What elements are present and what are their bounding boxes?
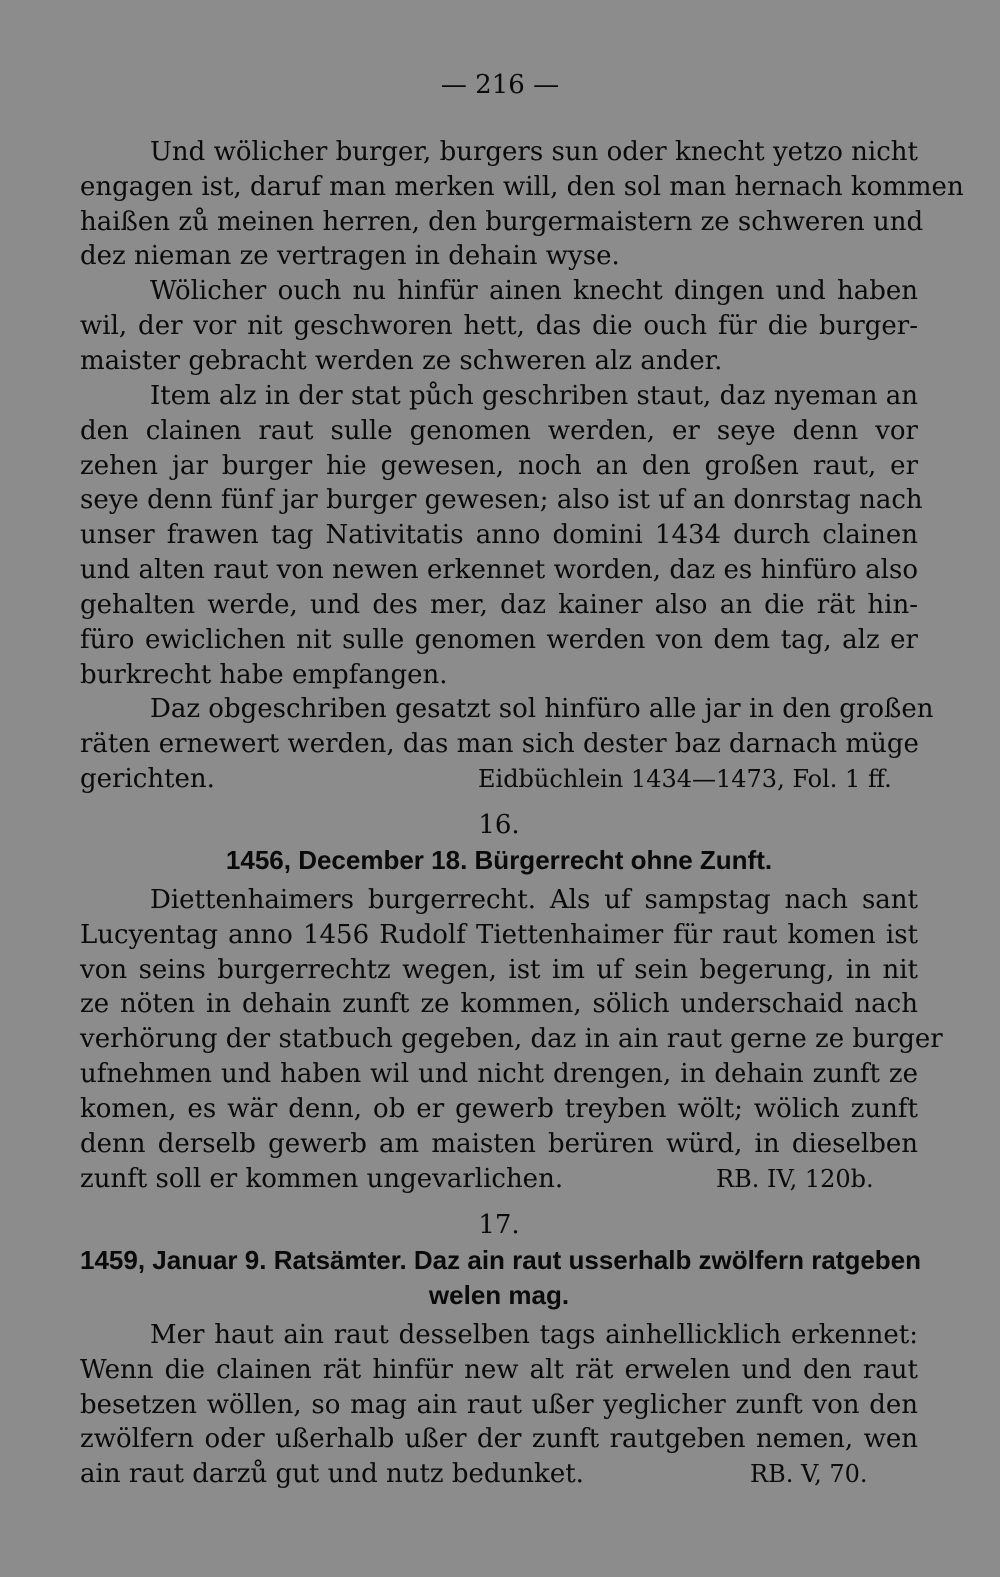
section-subtitle: Daz ain raut usserhalb zwölfern ratgeben [413, 1245, 922, 1275]
text-line: zehen jar burger hie gewesen, noch an den großen raut, er [80, 451, 918, 481]
text-line: komen, es wär denn, ob er gewerb treyben wölt; wölich zunft [80, 1094, 918, 1124]
text-line: gehalten werde, und des mer, daz kainer also an die rät hin- [80, 590, 918, 620]
text-line: dez nieman ze vertragen in dehain wyse. [80, 241, 620, 271]
text-line: Wenn die clainen rät hinfür new alt rät erwelen und den raut [80, 1355, 918, 1385]
text-line: Wölicher ouch nu hinfür ainen knecht dingen und haben [150, 276, 918, 306]
text-line: Daz obgeschriben gesatzt sol hinfüro alle jar in den großen [150, 694, 934, 724]
text-line: maister gebracht werden ze schweren alz ander. [80, 346, 723, 376]
text-line: Mer haut ain raut desselben tags ainhellicklich erkennet: [150, 1320, 918, 1350]
text-line: Diettenhaimers burgerrecht. Als uf sampstag nach sant [150, 885, 918, 915]
text-line: Lucyentag anno 1456 Rudolf Tiettenhaimer für raut komen ist [80, 920, 918, 950]
section-title: Ratsämter. [273, 1245, 407, 1275]
text-line: denn derselb gewerb am maisten berüren würd, in dieselben [80, 1129, 918, 1159]
source-citation: RB. V, 70. [750, 1460, 868, 1488]
source-citation: RB. IV, 120b. [716, 1165, 874, 1193]
text-line: räten ernewert werden, das man sich dester baz darnach müge [80, 729, 919, 759]
section-subtitle-continued: welen mag. [428, 1280, 570, 1310]
text-line: füro ewiclichen nit sulle genomen werden von dem tag, alz er [80, 625, 918, 655]
section-title: Bürgerrecht ohne Zunft. [474, 845, 773, 875]
page-number: — 216 — [440, 70, 560, 100]
text-line: und alten raut von newen erkennet worden, daz es hinfüro also [80, 555, 918, 585]
section-heading [80, 1243, 922, 1278]
text-line: zunft soll er kommen ungevarlichen. [80, 1164, 564, 1194]
text-line: burkrecht habe empfangen. [80, 660, 448, 690]
section-heading [80, 843, 918, 878]
text-line: ain raut darzů gut und nutz bedunket. [80, 1459, 584, 1489]
text-line: zwölfern oder ußerhalb ußer der zunft rautgeben nemen, wen [80, 1424, 918, 1454]
text-line: seye denn fünf jar burger gewesen; also ist uf an donrstag nach [80, 485, 923, 515]
text-line: ufnehmen und haben wil und nicht drengen, in dehain zunft ze [80, 1059, 918, 1089]
section-number: 16. [478, 810, 520, 840]
text-line: Und wölicher burger, burgers sun oder knecht yetzo nicht [150, 137, 918, 167]
section-number: 17. [478, 1210, 520, 1240]
section-date: 1456, December 18. [225, 845, 468, 875]
text-line: besetzen wöllen, so mag ain raut ußer yeglicher zunft von den [80, 1390, 918, 1420]
text-line: unser frawen tag Nativitatis anno domini 1434 durch clainen [80, 520, 918, 550]
text-line: wil, der vor nit geschworen hett, das die ouch für die burger- [80, 311, 918, 341]
source-citation: Eidbüchlein 1434—1473, Fol. 1 ff. [478, 765, 892, 793]
text-line: Item alz in der stat půch geschriben staut, daz nyeman an [150, 381, 918, 411]
text-line: verhörung der statbuch gegeben, daz in ain raut gerne ze burger [80, 1024, 943, 1054]
text-line: ze nöten in dehain zunft ze kommen, sölich underschaid nach [80, 989, 918, 1019]
text-line: von seins burgerrechtz wegen, ist im uf sein begerung, in nit [80, 955, 918, 985]
text-line: engagen ist, daruf man merken will, den sol man hernach kommen [80, 172, 964, 202]
text-line: haißen zů meinen herren, den burgermaistern ze schweren und [80, 207, 924, 237]
section-date: 1459, Januar 9. [80, 1245, 267, 1275]
text-line: gerichten. [80, 764, 215, 794]
text-line: den clainen raut sulle genomen werden, er seye denn vor [80, 416, 918, 446]
